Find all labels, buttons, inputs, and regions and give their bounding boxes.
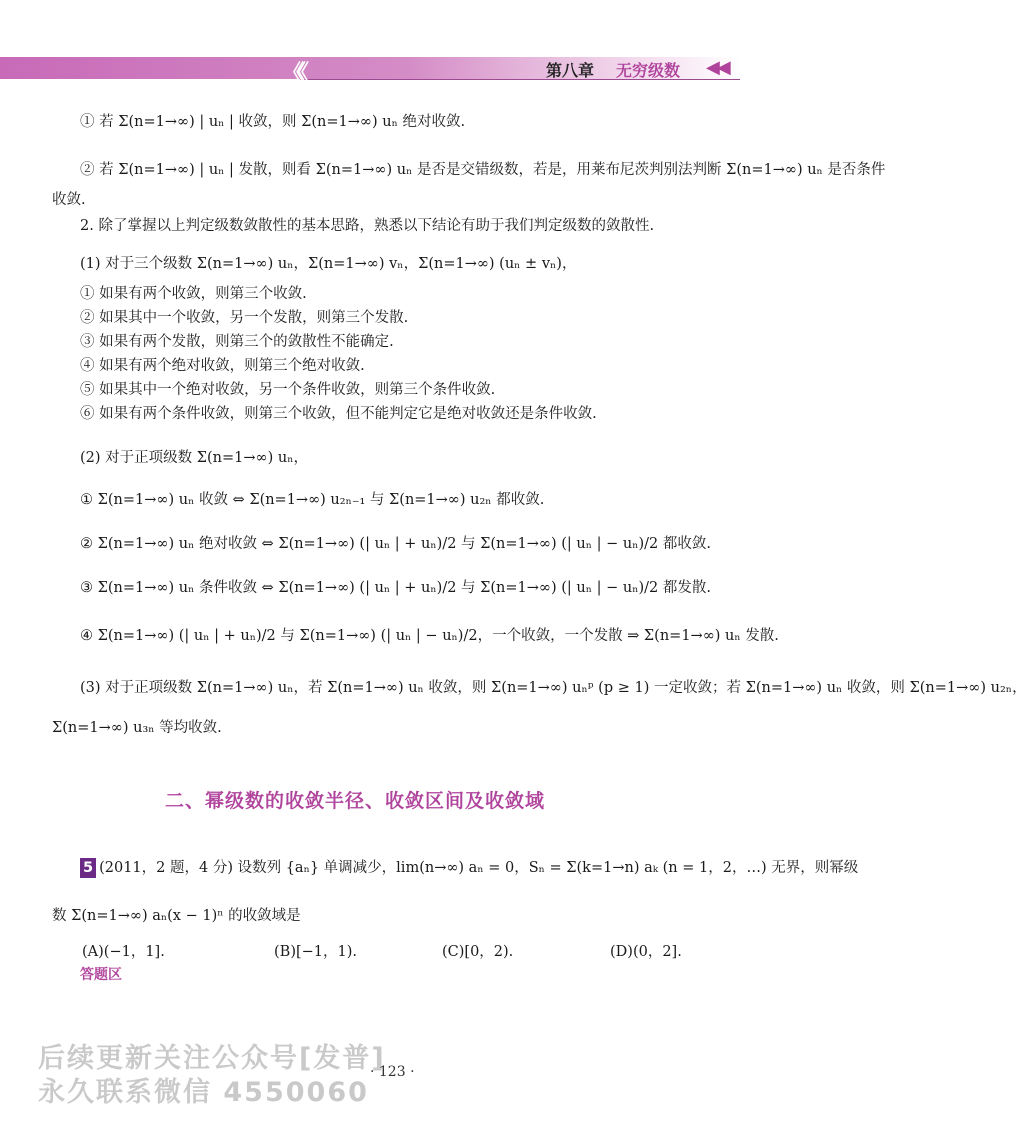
option-b[interactable]: (B)[−1，1). — [274, 944, 357, 960]
text-line: (3) 对于正项级数 Σ(n=1→∞) uₙ，若 Σ(n=1→∞) uₙ 收敛，则 Σ(n=1→∞) uₙᵖ (p ≥ 1) 一定收敛；若 Σ(n=1→∞) uₙ 收敛，则 Σ(n=1→∞) u₂ₙ， — [80, 680, 1027, 696]
text-line: (1) 对于三个级数 Σ(n=1→∞) uₙ，Σ(n=1→∞) vₙ，Σ(n=1→∞) (uₙ ± vₙ)， — [80, 256, 577, 272]
text-line: ② 如果其中一个收敛，另一个发散，则第三个发散. — [80, 310, 409, 326]
text-line: 2. 除了掌握以上判定级数敛散性的基本思路，熟悉以下结论有助于我们判定级数的敛散性. — [80, 218, 655, 234]
chapter-title: 无穷级数 — [616, 61, 681, 80]
text-line: ② 若 Σ(n=1→∞) | uₙ | 发散，则看 Σ(n=1→∞) uₙ 是否是交错级数，若是，用莱布尼茨判别法判断 Σ(n=1→∞) uₙ 是否条件 — [80, 162, 886, 178]
chapter-label: 第八章 — [546, 61, 595, 80]
question-line: 数 Σ(n=1→∞) aₙ(x − 1)ⁿ 的收敛域是 — [52, 908, 301, 924]
text-line: (2) 对于正项级数 Σ(n=1→∞) uₙ， — [80, 450, 308, 466]
option-c[interactable]: (C)[0，2). — [442, 944, 514, 960]
watermark-line-2: 永久联系微信 4550060 — [38, 1077, 369, 1108]
text-line: ① Σ(n=1→∞) uₙ 收敛 ⇔ Σ(n=1→∞) u₂ₙ₋₁ 与 Σ(n=1→∞) u₂ₙ 都收敛. — [80, 492, 545, 508]
text-line: ⑤ 如果其中一个绝对收敛，另一个条件收敛，则第三个条件收敛. — [80, 382, 496, 398]
text-line: ① 如果有两个收敛，则第三个收敛. — [80, 286, 307, 302]
text-line: ③ 如果有两个发散，则第三个的敛散性不能确定. — [80, 334, 394, 350]
text-line: ⑥ 如果有两个条件收敛，则第三个收敛，但不能判定它是绝对收敛还是条件收敛. — [80, 406, 597, 422]
page-number: · 123 · — [370, 1064, 415, 1080]
header-chevron-icon: 《《 — [282, 61, 304, 86]
text-line: Σ(n=1→∞) u₃ₙ 等均收敛. — [52, 720, 222, 736]
question-text: (2011，2 题，4 分) 设数列 {aₙ} 单调减少，lim(n→∞) aₙ = 0，Sₙ = Σ(k=1→n) aₖ (n = 1，2，…) 无界，则幂级 — [99, 860, 859, 876]
text-line: ③ Σ(n=1→∞) uₙ 条件收敛 ⇔ Σ(n=1→∞) (| uₙ | + uₙ)/2 与 Σ(n=1→∞) (| uₙ | − uₙ)/2 都发散. — [80, 580, 711, 596]
watermark-line-1: 后续更新关注公众号[发普] — [38, 1043, 386, 1074]
option-a[interactable]: (A)(−1，1]. — [82, 944, 165, 960]
text-line: ④ Σ(n=1→∞) (| uₙ | + uₙ)/2 与 Σ(n=1→∞) (| uₙ | − uₙ)/2，一个收敛，一个发散 ⇒ Σ(n=1→∞) uₙ 发散. — [80, 628, 779, 644]
question-number: 5 — [80, 858, 96, 878]
text-line: ④ 如果有两个绝对收敛，则第三个绝对收敛. — [80, 358, 365, 374]
section-title: 二、幂级数的收敛半径、收敛区间及收敛域 — [165, 790, 546, 812]
question-line — [80, 858, 858, 878]
answer-area-label: 答题区 — [80, 967, 122, 983]
option-d[interactable]: (D)(0，2]. — [610, 944, 682, 960]
text-line: ① 若 Σ(n=1→∞) | uₙ | 收敛，则 Σ(n=1→∞) uₙ 绝对收敛. — [80, 114, 466, 130]
text-line: 收敛. — [52, 192, 86, 208]
header-arrow-icon: ◀◀ — [706, 57, 728, 78]
text-line: ② Σ(n=1→∞) uₙ 绝对收敛 ⇔ Σ(n=1→∞) (| uₙ | + uₙ)/2 与 Σ(n=1→∞) (| uₙ | − uₙ)/2 都收敛. — [80, 536, 711, 552]
